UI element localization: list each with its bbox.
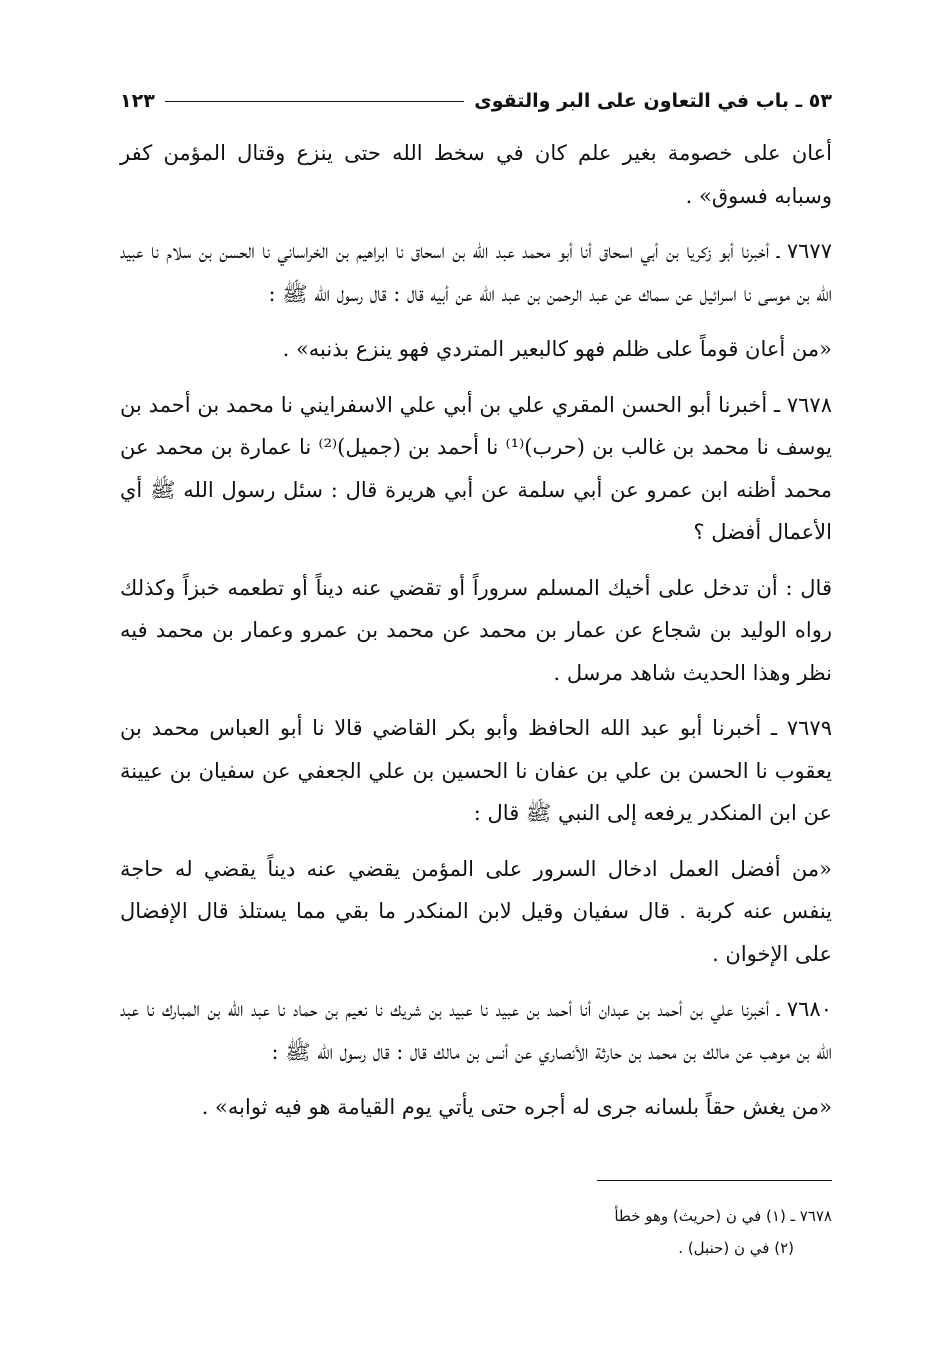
- hadith-7677-text: «من أعان قوماً على ظلم فهو كالبعير المتردي فهو ينزع بذنبه» .: [282, 337, 832, 361]
- page-number: ١٢٣: [120, 90, 155, 112]
- paragraph-continuation: أعان على خصومة بغير علم كان في سخط الله حتى ينزع وقتال المؤمن كفر وسبابه فسوق» .: [120, 141, 832, 208]
- hadith-7680-text: «من يغش حقاً بلسانه جرى له أجره حتى يأتي يوم القيامة هو فيه ثوابه» .: [201, 1095, 832, 1119]
- hadith-7679-chain: ٧٦٧٩ ـ أخبرنا أبو عبد الله الحافظ وأبو بكر القاضي قالا نا أبو العباس محمد بن يعقوب نا الحسن بن علي بن عفان نا الحسين بن علي الجعفي عن سفيان بن عيينة عن ابن المنكدر يرفعه إلى النبي ﷺ قال :: [120, 716, 832, 825]
- running-header: [120, 86, 832, 116]
- header-rule: [165, 101, 464, 102]
- footnote-1: ٧٦٧٨ ـ (١) في ن (حريث) وهو خطأ: [614, 1207, 832, 1225]
- hadith-7678-text: قال : أن تدخل على أخيك المسلم سروراً أو تقضي عنه ديناً أو تطعمه خبزاً وكذلك رواه الوليد بن شجاع عن عمار بن محمد عن محمد بن عمرو وعمار بن محمد فيه نظر وهذا الحديث شاهد مرسل .: [120, 575, 832, 685]
- hadith-7679-text: «من أفضل العمل ادخال السرور على المؤمن يقضي عنه ديناً يقضي له حاجة ينفس عنه كربة . قال سفيان وقيل لابن المنكدر ما بقي مما يستلذ قال الإفضال على الإخوان .: [120, 856, 832, 966]
- footnote-divider: [597, 1180, 832, 1181]
- hadith-7677-chain: ٧٦٧٧ ـ أخبرنا أبو زكريا بن أبي اسحاق أنا أبو محمد عبد الله بن اسحاق نا ابراهيم بن الخراساني نا الحسن بن سلام نا عبيد الله بن موسى نا اسرائيل عن سماك عن عبد الرحمن بن عبد الله عن أبيه قال : قال رسول الله ﷺ :: [120, 239, 832, 306]
- chapter-title: ٥٣ ـ باب في التعاون على البر والتقوى: [474, 90, 832, 112]
- main-text: [120, 132, 832, 1142]
- hadith-7680-chain: ٧٦٨٠ ـ أخبرنا علي بن أحمد بن عبدان أنا أحمد بن عبيد نا عبيد بن شريك نا نعيم بن حماد نا عبد الله بن المبارك نا عبد الله بن موهب عن مالك بن محمد بن حارثة الأنصاري عن أنس بن مالك قال : قال رسول الله ﷺ :: [120, 997, 832, 1064]
- footnote-2: (٢) في ن (حنبل) .: [678, 1239, 794, 1257]
- footnotes: [400, 1200, 832, 1264]
- hadith-7678-chain: ٧٦٧٨ ـ أخبرنا أبو الحسن المقري علي بن أبي علي الاسفرايني نا محمد بن أحمد بن يوسف نا محمد بن غالب بن (حرب)⁽¹⁾ نا أحمد بن (جميل)⁽²⁾ نا عمارة بن محمد عن محمد أظنه ابن عمرو عن أبي سلمة عن أبي هريرة قال : سئل رسول الله ﷺ أي الأعمال أفضل ؟: [120, 392, 833, 544]
